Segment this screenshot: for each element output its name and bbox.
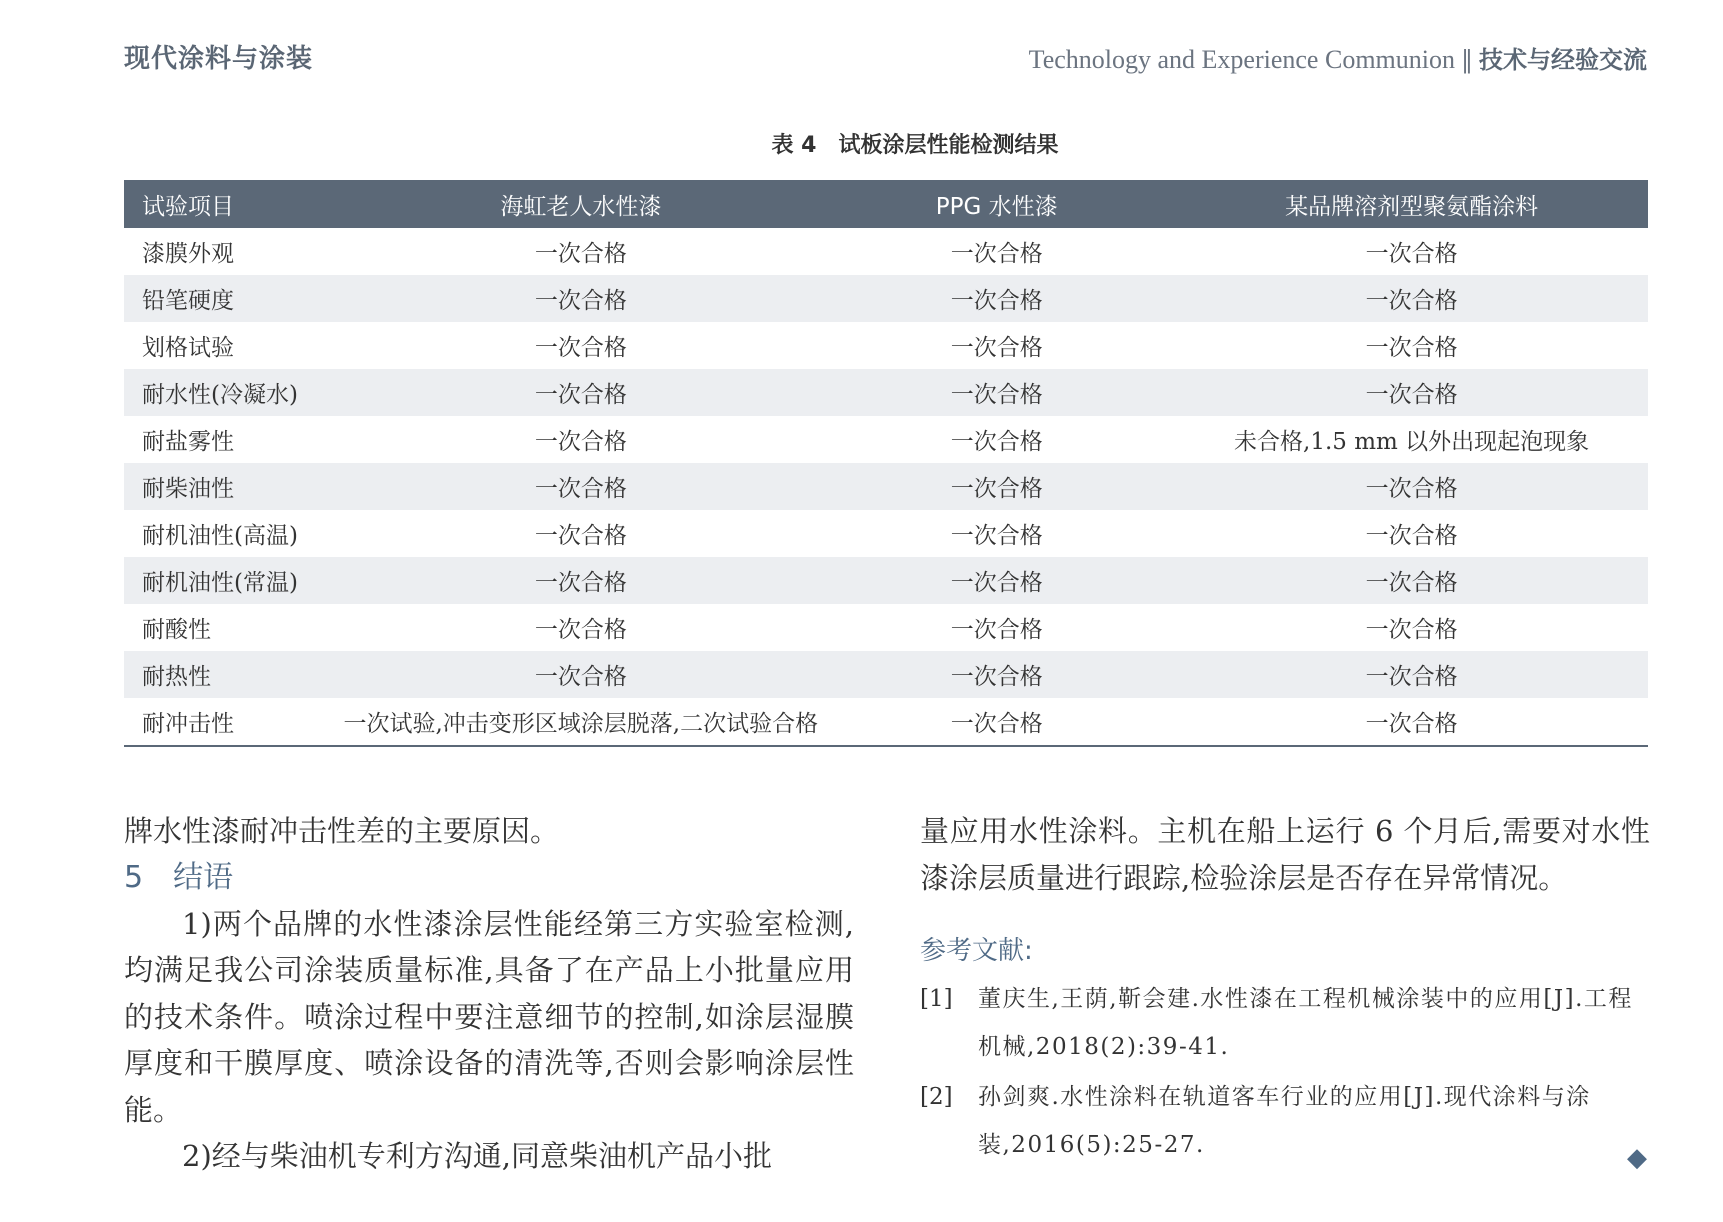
- reference-item: [920, 975, 1650, 1071]
- result-cell: 一次合格: [1175, 557, 1648, 604]
- result-cell: 一次合格: [1175, 651, 1648, 698]
- result-cell: 一次合格: [1365, 241, 1458, 267]
- result-cell: 一次合格: [344, 369, 819, 416]
- reference-text: 孙剑爽.水性涂料在轨道客车行业的应用[J].现代涂料与涂装,2016(5):25-27.: [978, 1084, 1591, 1158]
- result-cell: 一次合格: [818, 275, 1175, 322]
- result-cell: 一次合格: [818, 651, 1175, 698]
- table-row: [124, 275, 1648, 322]
- result-cell: 一次合格: [1175, 275, 1648, 322]
- table-row: [124, 228, 1648, 275]
- test-item-cell: 耐酸性: [142, 617, 211, 643]
- section-title: 结语: [173, 859, 234, 895]
- result-cell: 一次合格: [344, 557, 819, 604]
- column-header: 试验项目: [124, 180, 344, 228]
- body-paragraph: 2)经与柴油机专利方沟通,同意柴油机产品小批: [182, 1139, 772, 1173]
- section-heading: [124, 855, 854, 901]
- result-cell: 一次合格: [950, 523, 1043, 549]
- table-row: [124, 463, 1648, 510]
- test-item-cell: 划格试验: [142, 335, 234, 361]
- test-item-cell: 耐水性(冷凝水): [124, 369, 344, 416]
- table-header-row: [124, 180, 1648, 228]
- result-cell: 一次合格: [534, 523, 627, 549]
- section-header: [1029, 40, 1647, 75]
- test-item-cell: 耐热性: [124, 651, 344, 698]
- body-paragraph: 量应用水性涂料。主机在船上运行 6 个月后,需要对水性漆涂层质量进行跟踪,检验涂层是否存在异常情况。: [920, 814, 1650, 895]
- result-cell: 一次合格: [818, 369, 1175, 416]
- result-cell: 一次合格: [344, 651, 819, 698]
- section-number: 5: [124, 859, 144, 895]
- reference-text: 董庆生,王荫,靳会建.水性漆在工程机械涂装中的应用[J].工程机械,2018(2):39-41.: [978, 986, 1633, 1060]
- section-title-cn: 技术与经验交流: [1479, 46, 1647, 74]
- result-cell: 一次合格: [344, 275, 819, 322]
- journal-title: 现代涂料与涂装: [124, 44, 314, 74]
- left-column: [124, 808, 854, 1180]
- result-cell: 一次合格: [950, 335, 1043, 361]
- table-row: [124, 322, 1648, 369]
- table-row: [124, 369, 1648, 416]
- table-row: [124, 557, 1648, 604]
- test-item-cell: 耐柴油性: [124, 463, 344, 510]
- result-cell: 未合格,1.5 mm 以外出现起泡现象: [1234, 429, 1590, 455]
- results-table: [124, 180, 1648, 747]
- column-header: 某品牌溶剂型聚氨酯涂料: [1175, 180, 1648, 228]
- result-cell: 一次合格: [1365, 523, 1458, 549]
- references-heading: 参考文献:: [920, 936, 1033, 966]
- section-title-en: Technology and Experience Communion: [1028, 45, 1455, 74]
- body-paragraph: 1)两个品牌的水性漆涂层性能经第三方实验室检测,均满足我公司涂装质量标准,具备了在产品上小批量应用的技术条件。喷涂过程中要注意细节的控制,如涂层湿膜厚度和干膜厚度、喷涂设备的清洗等,否则会影响涂层性能。: [124, 906, 854, 1127]
- table-body: [124, 228, 1648, 746]
- test-item-cell: 耐冲击性: [124, 698, 344, 746]
- column-header: 海虹老人水性漆: [344, 180, 819, 228]
- result-cell: 一次试验,冲击变形区域涂层脱落,二次试验合格: [344, 698, 819, 746]
- result-cell: 一次合格: [818, 698, 1175, 746]
- test-item-cell: 耐机油性(常温): [124, 557, 344, 604]
- column-header: PPG 水性漆: [818, 180, 1175, 228]
- header-separator: ‖: [1461, 46, 1473, 74]
- result-cell: 一次合格: [534, 335, 627, 361]
- result-cell: 一次合格: [1365, 335, 1458, 361]
- body-paragraph: 牌水性漆耐冲击性差的主要原因。: [124, 814, 560, 848]
- result-cell: 一次合格: [1175, 463, 1648, 510]
- result-cell: 一次合格: [534, 241, 627, 267]
- result-cell: 一次合格: [1175, 369, 1648, 416]
- test-item-cell: 耐机油性(高温): [142, 523, 298, 549]
- result-cell: 一次合格: [950, 617, 1043, 643]
- end-of-article-icon: ◆: [1627, 1143, 1647, 1173]
- result-cell: 一次合格: [1175, 698, 1648, 746]
- result-cell: 一次合格: [534, 429, 627, 455]
- test-item-cell: 铅笔硬度: [124, 275, 344, 322]
- result-cell: 一次合格: [534, 617, 627, 643]
- reference-number: [2]: [920, 1084, 953, 1110]
- reference-number: [1]: [920, 986, 953, 1012]
- result-cell: 一次合格: [950, 241, 1043, 267]
- result-cell: 一次合格: [344, 463, 819, 510]
- table-row: [124, 651, 1648, 698]
- reference-item: [920, 1073, 1650, 1169]
- result-cell: 一次合格: [818, 463, 1175, 510]
- table-row: [124, 698, 1648, 746]
- table-row: [124, 604, 1648, 651]
- test-item-cell: 漆膜外观: [142, 241, 234, 267]
- table-row: [124, 416, 1648, 463]
- test-item-cell: 耐盐雾性: [142, 429, 234, 455]
- table-caption: 表 4 试板涂层性能检测结果: [771, 133, 1059, 158]
- result-cell: 一次合格: [1365, 617, 1458, 643]
- table-row: [124, 510, 1648, 557]
- right-column: [920, 808, 1650, 1169]
- result-cell: 一次合格: [818, 557, 1175, 604]
- result-cell: 一次合格: [950, 429, 1043, 455]
